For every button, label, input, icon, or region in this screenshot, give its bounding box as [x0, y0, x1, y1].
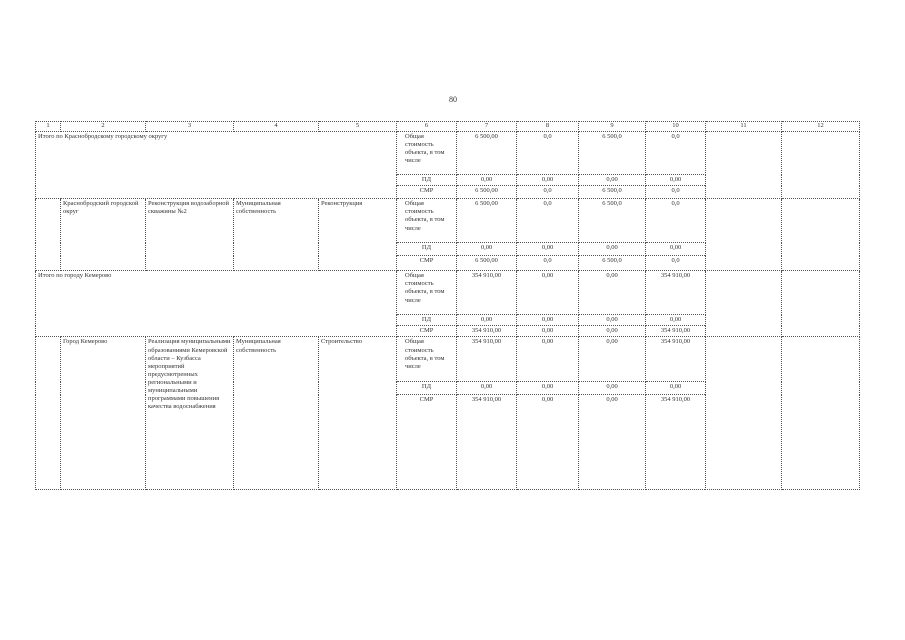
value-cell: 0,00	[457, 315, 517, 326]
value-cell: 0,0	[646, 256, 706, 271]
value-cell: 0,00	[646, 175, 706, 186]
investment-objects-table	[35, 121, 860, 490]
row-label: Общая стоимость объекта, в том числе	[397, 337, 457, 382]
value-cell: 0,00	[646, 315, 706, 326]
value-cell: 354 910,00	[457, 271, 517, 315]
ownership-cell: Муниципальная собственность	[234, 337, 319, 490]
row-label: СМР	[397, 256, 457, 271]
value-cell: 0,00	[579, 326, 646, 337]
value-cell: 0,00	[517, 382, 579, 395]
value-cell: 0,00	[517, 315, 579, 326]
object-name-cell: Реализация муниципальными образованиями Кемеровской области – Кузбасса мероприятий предусмотренных региональными и муниципальными программами повышения качества водоснабжения	[146, 337, 234, 490]
empty-cell	[706, 337, 782, 490]
group-title: Итого по Краснобродскому городскому округу	[36, 132, 397, 199]
row-label: Общая стоимость объекта, в том числе	[397, 271, 457, 315]
value-cell: 354 910,00	[646, 337, 706, 382]
row-label: Общая стоимость объекта, в том числе	[397, 199, 457, 243]
empty-cell	[782, 271, 860, 337]
value-cell: 6 500,00	[457, 186, 517, 199]
table-row	[36, 132, 860, 175]
value-cell: 0,00	[579, 271, 646, 315]
value-cell: 6 500,00	[457, 256, 517, 271]
municipality-cell: Краснобродский городской округ	[61, 199, 146, 271]
value-cell: 0,00	[457, 243, 517, 256]
empty-cell	[36, 199, 61, 271]
table-row	[36, 199, 860, 243]
column-number-5: 5	[319, 122, 397, 132]
value-cell: 354 910,00	[457, 395, 517, 490]
empty-cell	[782, 132, 860, 199]
value-cell: 0,0	[646, 186, 706, 199]
value-cell: 0,00	[517, 395, 579, 490]
ownership-cell: Муниципальная собственность	[234, 199, 319, 271]
value-cell: 354 910,00	[646, 395, 706, 490]
value-cell: 0,00	[517, 326, 579, 337]
column-number-3: 3	[146, 122, 234, 132]
column-number-8: 8	[517, 122, 579, 132]
column-number-9: 9	[579, 122, 646, 132]
row-label: ПД	[397, 382, 457, 395]
column-number-4: 4	[234, 122, 319, 132]
value-cell: 354 910,00	[457, 326, 517, 337]
row-label: СМР	[397, 326, 457, 337]
value-cell: 0,00	[457, 175, 517, 186]
empty-cell	[782, 337, 860, 490]
group-title: Итого по городу Кемерово	[36, 271, 397, 337]
row-label: ПД	[397, 243, 457, 256]
value-cell: 0,0	[517, 199, 579, 243]
value-cell: 6 500,00	[457, 132, 517, 175]
column-number-6: 6	[397, 122, 457, 132]
empty-cell	[36, 337, 61, 490]
empty-cell	[706, 199, 782, 271]
row-label: СМР	[397, 186, 457, 199]
work-type-cell: Строительство	[319, 337, 397, 490]
value-cell: 6 500,00	[457, 199, 517, 243]
empty-cell	[782, 199, 860, 271]
value-cell: 0,00	[579, 243, 646, 256]
value-cell: 0,00	[579, 337, 646, 382]
value-cell: 0,00	[579, 315, 646, 326]
column-number-row	[36, 122, 860, 132]
value-cell: 354 910,00	[457, 337, 517, 382]
value-cell: 6 500,0	[579, 132, 646, 175]
row-label: Общая стоимость объекта, в том числе	[397, 132, 457, 175]
table-row	[36, 271, 860, 315]
row-label: СМР	[397, 395, 457, 490]
value-cell: 0,00	[457, 382, 517, 395]
column-number-12: 12	[782, 122, 860, 132]
empty-cell	[706, 271, 782, 337]
value-cell: 0,0	[517, 132, 579, 175]
column-number-11: 11	[706, 122, 782, 132]
value-cell: 0,00	[646, 382, 706, 395]
value-cell: 354 910,00	[646, 326, 706, 337]
column-number-10: 10	[646, 122, 706, 132]
value-cell: 0,0	[517, 186, 579, 199]
value-cell: 354 910,00	[646, 271, 706, 315]
value-cell: 6 500,0	[579, 186, 646, 199]
municipality-cell: Город Кемерово	[61, 337, 146, 490]
column-number-7: 7	[457, 122, 517, 132]
table-row	[36, 337, 860, 382]
column-number-1: 1	[36, 122, 61, 132]
value-cell: 0,0	[646, 132, 706, 175]
work-type-cell: Реконструкция	[319, 199, 397, 271]
value-cell: 0,00	[579, 395, 646, 490]
value-cell: 6 500,0	[579, 256, 646, 271]
row-label: ПД	[397, 315, 457, 326]
value-cell: 0,0	[646, 199, 706, 243]
value-cell: 6 500,0	[579, 199, 646, 243]
value-cell: 0,00	[579, 175, 646, 186]
empty-cell	[706, 132, 782, 199]
column-number-2: 2	[61, 122, 146, 132]
value-cell: 0,00	[517, 243, 579, 256]
page-number: 80	[449, 95, 457, 104]
row-label: ПД	[397, 175, 457, 186]
value-cell: 0,00	[517, 175, 579, 186]
value-cell: 0,0	[517, 256, 579, 271]
value-cell: 0,00	[579, 382, 646, 395]
value-cell: 0,00	[517, 337, 579, 382]
value-cell: 0,00	[646, 243, 706, 256]
value-cell: 0,00	[517, 271, 579, 315]
object-name-cell: Реконструкция водозаборной скважины №2	[146, 199, 234, 271]
